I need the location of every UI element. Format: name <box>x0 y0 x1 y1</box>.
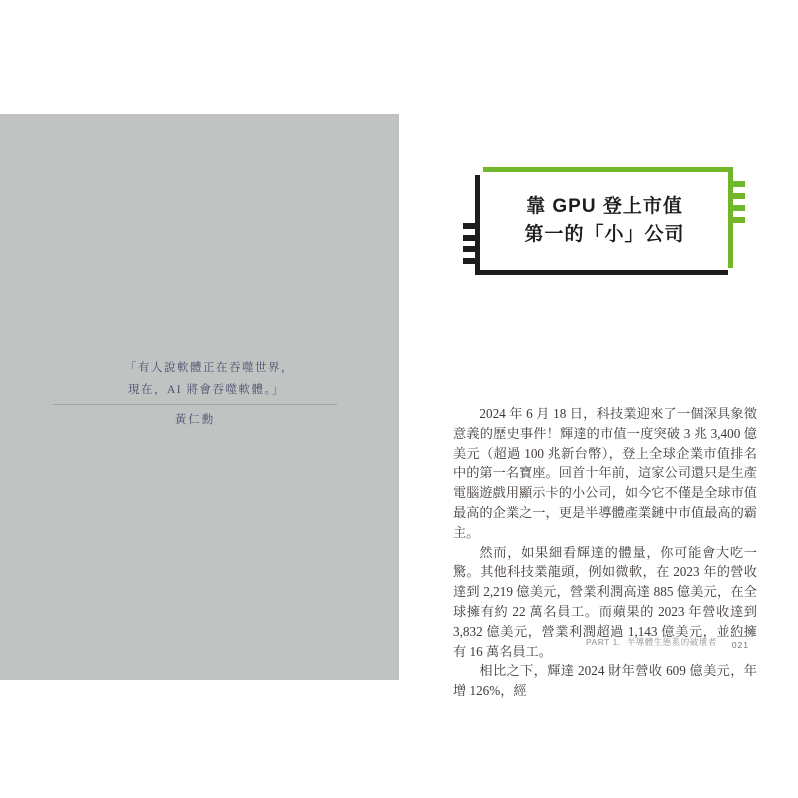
page-footer <box>453 636 749 650</box>
chip-pin-right-icon <box>733 193 745 199</box>
epigraph-divider-rule <box>53 404 337 405</box>
chip-pin-left-icon <box>463 223 475 229</box>
body-paragraph: 2024 年 6 月 18 日，科技業迎來了一個深具象徵意義的歷史事件！輝達的市值一度突破 3 兆 3,400 億美元（超過 100 兆新台幣），登上全球企業市值排名中的第一名寶座。回首十年前，這家公司還只是生產電腦遊戲用顯示卡的小公司，如今它不僅是全球市值最高的企業之一，更是半導體產業鏈中市值最高的霸主。 <box>453 406 757 540</box>
body-paragraph: 相比之下，輝達 2024 財年營收 609 億美元，年增 126%，經 <box>453 663 757 699</box>
running-head: PART 1．半導體生態系的破壞者 <box>585 637 717 647</box>
left-page <box>0 114 399 680</box>
chip-pin-left-icon <box>463 235 475 241</box>
chapter-title <box>481 193 728 249</box>
chip-pin-right-icon <box>733 205 745 211</box>
body-paragraph: 然而，如果細看輝達的體量，你可能會大吃一驚。其他科技業龍頭，例如微軟，在 2023 年的營收達到 2,219 億美元，營業利潤高達 885 億美元，在全球擁有約 22 萬名員工。而蘋果的 2023 年營收達到 3,832 億美元，營業利潤超過 1,143 億美元，並約擁有 16 萬名員工。 <box>453 544 757 659</box>
epigraph-quote-line-1: 「有人說軟體正在吞噬世界， <box>125 362 294 374</box>
chip-pin-right-icon <box>733 181 745 187</box>
chip-pin-left-icon <box>463 246 475 252</box>
chip-pin-right-icon <box>733 217 745 223</box>
body-text <box>453 404 757 701</box>
chip-pin-left-icon <box>463 258 475 264</box>
page-number: 021 <box>732 636 749 650</box>
epigraph-quote-line-2: 現在，AI 將會吞噬軟體。」 <box>128 384 285 396</box>
chapter-title-line-1: 靠 GPU 登上市值 <box>526 196 683 217</box>
chapter-title-line-2: 第一的「小」公司 <box>524 224 685 245</box>
epigraph-attribution: 黃仁勳 <box>174 414 216 426</box>
